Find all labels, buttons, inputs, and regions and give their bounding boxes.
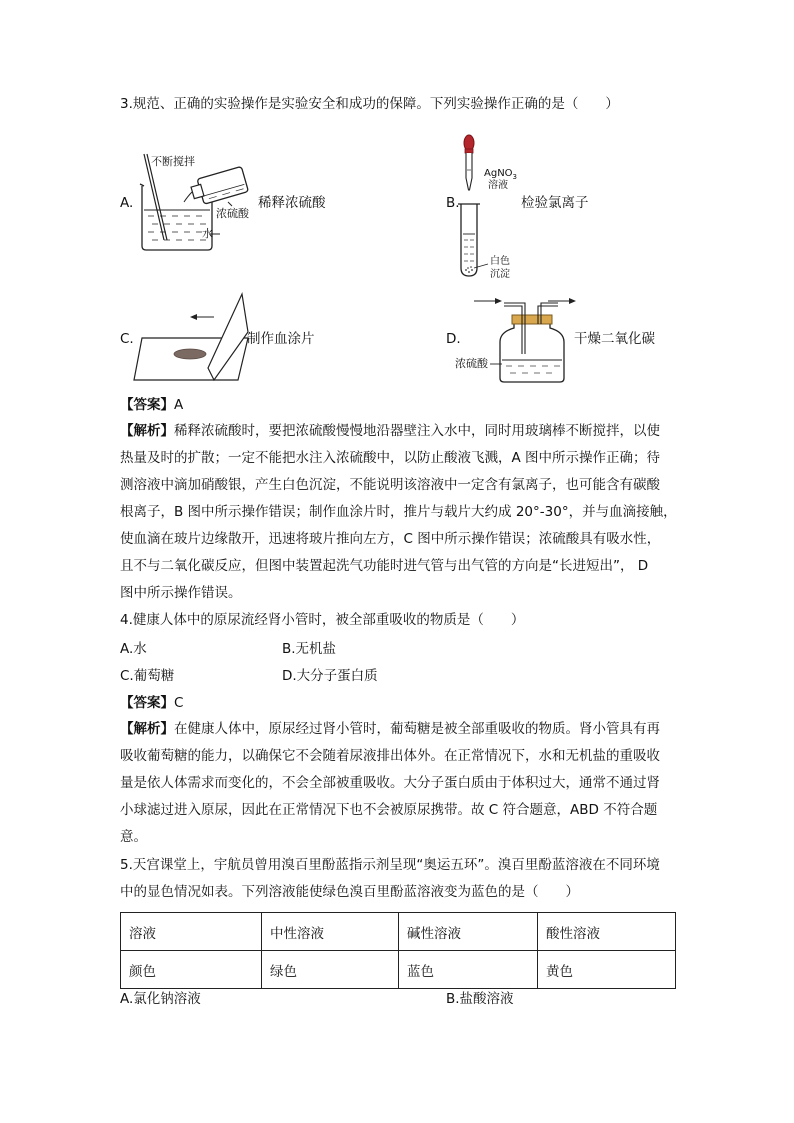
q3-analysis-line-1: 【解析】稀释浓硫酸时，要把浓硫酸慢慢地沿器壁注入水中，同时用玻璃棒不断搅拌，以使 [120,423,660,439]
q3-analysis-line-3: 测溶液中滴加硝酸银，产生白色沉淀，不能说明该溶液中一定含有氯离子，也可能含有碳酸 [120,477,660,493]
stir-label: 不断搅拌 [151,155,195,168]
q3-analysis-line-2: 热量及时的扩散；一定不能把水注入浓硫酸中，以防止酸液飞溅，A 图中所示操作正确；待 [120,450,661,466]
table-cell: 中性溶液 [262,913,399,951]
q4-option-c: C.葡萄糖 [120,668,175,684]
q3-option-c-letter: C. [120,331,134,347]
gas-washing-bottle-figure [472,294,582,386]
q4-answer: 【答案】C [120,695,184,711]
q4-analysis-line-3: 量是依人体需求而变化的，不会全部被重吸收。大分子蛋白质由于体积过大，通常不通过肾 [120,775,660,791]
conc-acid-label-d: 浓硫酸 [455,357,488,370]
q3-option-d-letter: D. [446,331,461,347]
q4-analysis-line-4: 小球滤过进入原尿，因此在正常情况下也不会被原尿携带。故 C 符合题意，ABD 不符合题 [120,802,658,818]
table-row [121,913,676,951]
q3-analysis-line-6: 且不与二氧化碳反应，但图中装置起洗气功能时进气管与出气管的方向是“长进短出”， D [120,558,649,574]
q4-option-a: A.水 [120,641,147,657]
q3-answer: 【答案】A [120,397,184,413]
q3-option-a-caption: 稀释浓硫酸 [258,195,326,211]
table-cell: 蓝色 [399,951,538,989]
water-label: 水 [202,227,213,240]
table-row [121,951,676,989]
precipitate-label-1: 白色 [490,256,510,267]
q3-analysis-line-5: 使血滴在玻片边缘散开，迅速将玻片推向左方，C 图中所示操作错误；浓硫酸具有吸水性， [120,531,661,547]
q3-option-b-caption: 检验氯离子 [521,195,589,211]
conc-acid-label-a: 浓硫酸 [216,207,249,220]
q5-option-b: B.盐酸溶液 [446,991,514,1007]
table-cell: 碱性溶液 [399,913,538,951]
reagent-formula: AgNO$_3$ [484,168,518,181]
q4-option-b: B.无机盐 [282,641,337,657]
q3-analysis-line-7: 图中所示操作错误。 [120,585,242,601]
precipitate-label-2: 沉淀 [490,269,510,280]
silver-nitrate-test-figure [452,130,522,280]
table-cell: 绿色 [262,951,399,989]
q3-option-b-letter: B. [446,195,460,211]
q3-option-a-letter: A. [120,195,134,211]
q4-analysis-line-5: 意。 [120,829,147,845]
q3-option-c-caption: 制作血涂片 [247,331,315,347]
q3-analysis-line-4: 根离子，B 图中所示操作错误；制作血涂片时，推片与载片大约成 20°-30°，并与血滴接触， [120,504,677,520]
q3-option-d-caption: 干燥二氧化碳 [574,331,655,347]
table-cell: 颜色 [121,951,262,989]
q4-analysis-line-2: 吸收葡萄糖的能力，以确保它不会随着尿液排出体外。在正常情况下，水和无机盐的重吸收 [120,748,660,764]
blood-smear-figure [134,288,254,384]
q3-stem: 3.规范、正确的实验操作是实验安全和成功的保障。下列实验操作正确的是（ ） [120,96,619,112]
table-cell: 酸性溶液 [538,913,676,951]
q4-stem: 4.健康人体中的原尿流经肾小管时，被全部重吸收的物质是（ ） [120,612,525,628]
q4-option-d: D.大分子蛋白质 [282,668,378,684]
table-cell: 溶液 [121,913,262,951]
table-cell: 黄色 [538,951,676,989]
indicator-color-table [120,912,676,989]
q5-stem-line-2: 中的显色情况如表。下列溶液能使绿色溴百里酚蓝溶液变为蓝色的是（ ） [120,884,579,900]
q5-option-a: A.氯化钠溶液 [120,991,201,1007]
q5-stem-line-1: 5.天宫课堂上，宇航员曾用溴百里酚蓝指示剂呈现“奥运五环”。溴百里酚蓝溶液在不同环境 [120,857,660,873]
reagent-name: 溶液 [488,180,508,191]
q4-analysis-line-1: 【解析】在健康人体中，原尿经过肾小管时，葡萄糖是被全部重吸收的物质。肾小管具有再 [120,721,660,737]
